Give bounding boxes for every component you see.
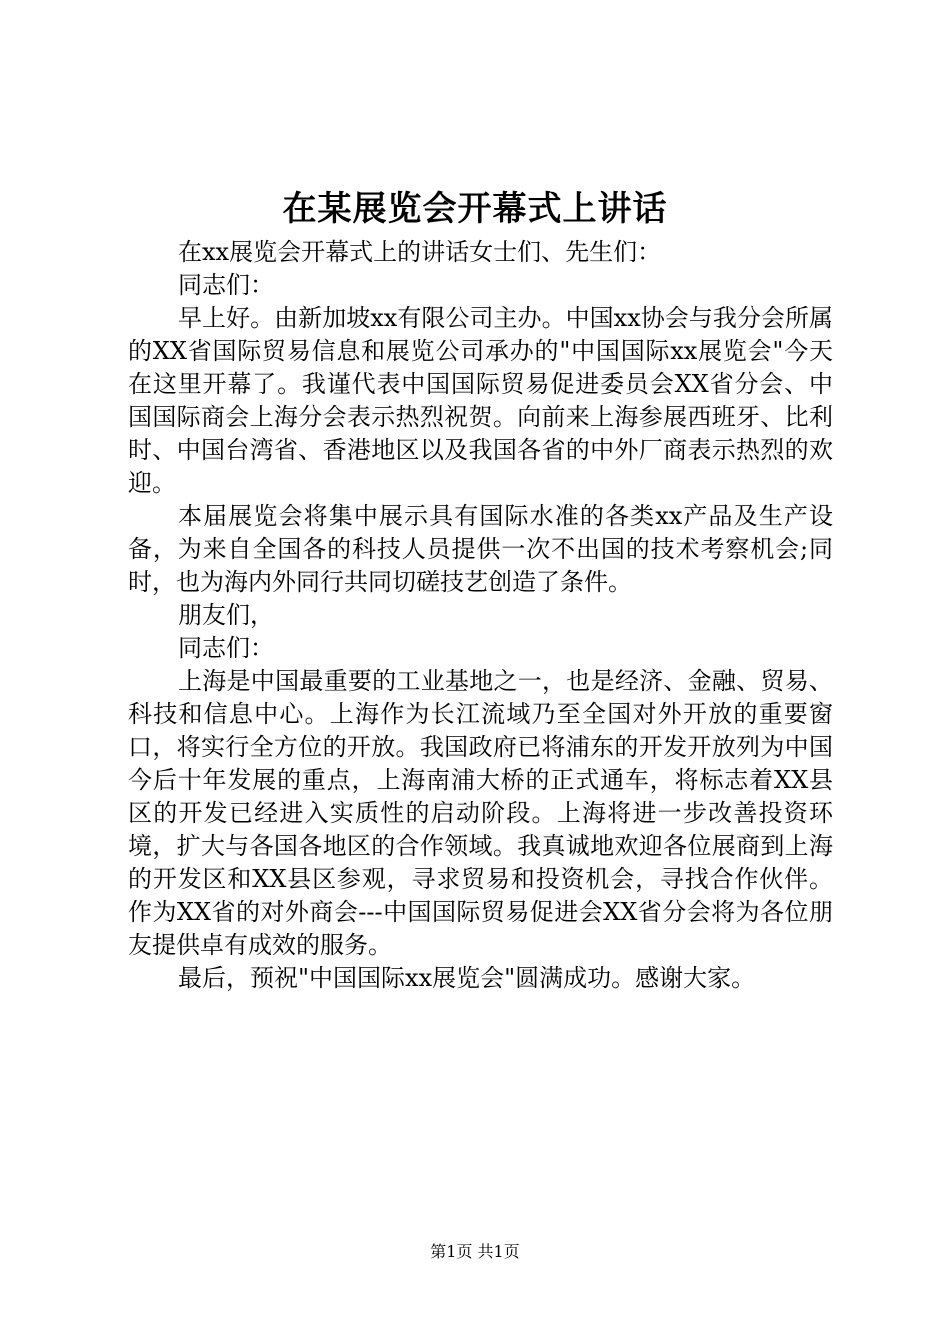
document-body [128,236,833,995]
paragraph-comrades: 同志们： [178,271,274,299]
paragraph-closing: 最后，预祝"中国国际xx展览会"圆满成功。感谢大家。 [178,964,756,992]
document-title: 在某展览会开幕式上讲话 [282,189,668,229]
paragraph-friends: 朋友们， [178,601,274,629]
paragraph-shanghai: 上海是中国最重要的工业基地之一，也是经济、金融、贸易、科技和信息中心。上海作为长江流域乃至全国对外开放的重要窗口，将实行全方位的开放。我国政府已将浦东的开发开放列为中国今后十年发展的重点，上海南浦大桥的正式通车，将标志着XX县区的开发已经进入实质性的启动阶段。上海将进一步改善投资环境，扩大与各国各地区的合作领域。我真诚地欢迎各位展商到上海的开发区和XX县区参观，寻求贸易和投资机会，寻找合作伙伴。作为XX省的对外商会---中国国际贸易促进会XX省分会将为各位朋友提供卓有成效的服务。 [128,667,833,959]
page-footer: 第1页 共1页 [430,1242,520,1261]
paragraph-greeting: 在xx展览会开幕式上的讲话女士们、先生们： [178,238,662,266]
paragraph-comrades-2: 同志们： [178,634,274,662]
paragraph-opening: 早上好。由新加坡xx有限公司主办。中国xx协会与我分会所属的XX省国际贸易信息和展览公司承办的"中国国际xx展览会"今天在这里开幕了。我谨代表中国国际贸易促进委员会XX省分会、中国国际商会上海分会表示热烈祝贺。向前来上海参展西班牙、比利时、中国台湾省、香港地区以及我国各省的中外厂商表示热烈的欢迎。 [128,304,833,497]
paragraph-exhibition: 本届展览会将集中展示具有国际水准的各类xx产品及生产设备，为来自全国各的科技人员提供一次不出国的技术考察机会;同时，也为海内外同行共同切磋技艺创造了条件。 [128,502,833,596]
